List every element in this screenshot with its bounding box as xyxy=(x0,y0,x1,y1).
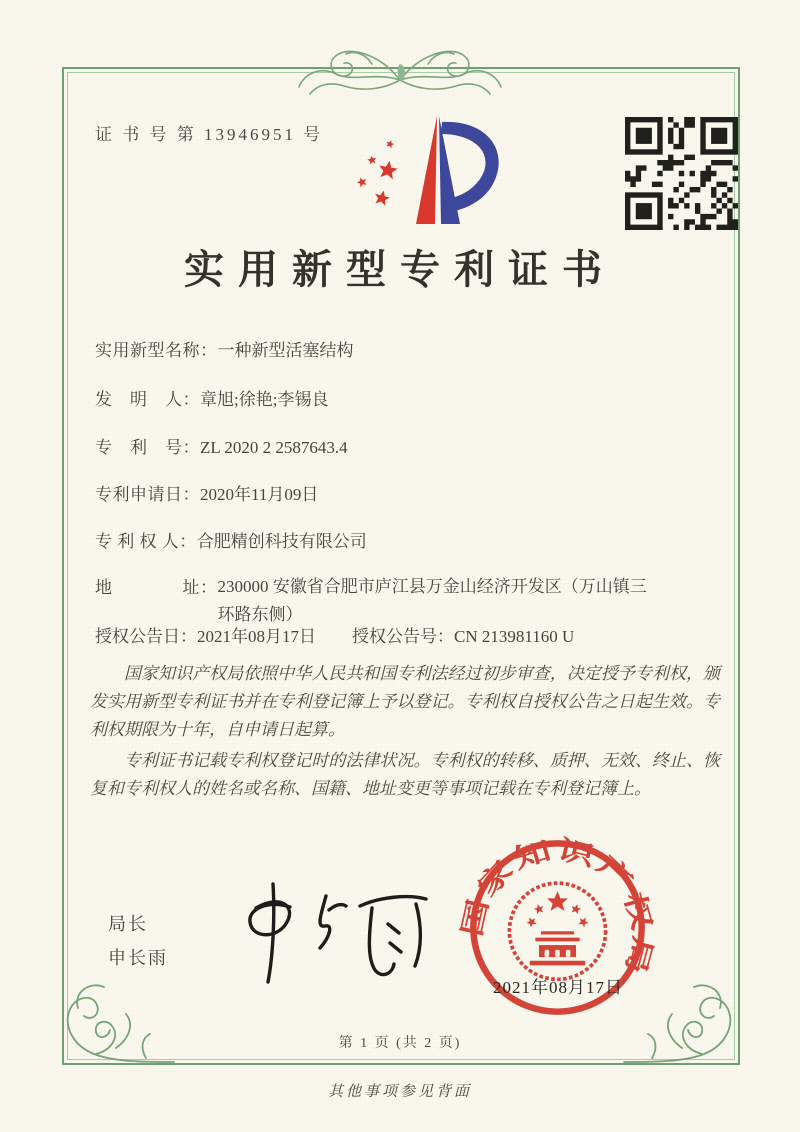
field-row-address xyxy=(95,573,656,629)
field-value: ZL 2020 2 2587643.4 xyxy=(200,438,348,457)
logo-column-left xyxy=(416,116,437,224)
field-row-patent-number xyxy=(95,433,348,458)
field-row-inventors xyxy=(95,385,328,410)
field-row-filing-date xyxy=(95,480,318,505)
grant-date-pair xyxy=(95,622,316,647)
grant-number-label: 授权公告号： xyxy=(352,627,454,646)
logo-stars xyxy=(356,139,399,207)
seal-national-emblem xyxy=(509,883,605,979)
field-label: 专 利 权 人： xyxy=(95,532,197,551)
field-value: 230000 安徽省合肥市庐江县万金山经济开发区（万山镇三环路东侧） xyxy=(217,577,647,625)
grant-number-value: CN 213981160 U xyxy=(454,627,575,646)
legal-paragraph-2: 专利证书记载专利权登记时的法律状况。专利权的转移、质押、无效、终止、恢复和专利权人的姓名或名称、国籍、地址变更等事项记载在专利登记簿上。 xyxy=(90,751,720,799)
field-label: 发 明 人： xyxy=(95,390,200,409)
field-row-utility-model-name xyxy=(95,336,354,361)
director-role-label: 局长 xyxy=(108,914,148,934)
field-label: 专 利 号： xyxy=(95,438,200,457)
director-name-label: 申长雨 xyxy=(108,948,168,968)
grant-number-pair xyxy=(352,622,574,647)
page-number-info: 第 1 页 (共 2 页) xyxy=(338,1036,462,1051)
field-row-patentee xyxy=(95,527,367,552)
legal-paragraph-1: 国家知识产权局依照中华人民共和国专利法经过初步审查，决定授予专利权，颁发实用新型专利证书并在专利登记簿上予以登记。专利权自授权公告之日起生效。专利权期限为十年，自申请日起算。 xyxy=(90,664,720,740)
bottom-left-flourish-ornament xyxy=(56,978,176,1066)
legal-text-block xyxy=(90,660,720,806)
cnipa-logo xyxy=(338,112,510,230)
field-value: 2020年11月09日 xyxy=(200,485,319,504)
certificate-title: 实用新型专利证书 xyxy=(184,247,616,292)
field-label: 实用新型名称： xyxy=(95,341,218,360)
qr-code xyxy=(625,117,738,230)
grant-date-label: 授权公告日： xyxy=(95,627,197,646)
seal-ring-text: 国家知识产权局 xyxy=(456,834,659,969)
field-value: 章旭;徐艳;李锡良 xyxy=(200,390,329,409)
field-label: 地 址： xyxy=(95,578,218,597)
seal-date: 2021年08月17日 xyxy=(493,978,623,997)
grant-date-value: 2021年08月17日 xyxy=(197,627,316,646)
field-value: 一种新型活塞结构 xyxy=(217,341,354,360)
qr-code-graphic xyxy=(625,117,738,230)
field-label: 专利申请日： xyxy=(95,485,200,504)
field-value: 合肥精创科技有限公司 xyxy=(196,532,367,551)
certificate-number: 证 书 号 第 13946951 号 xyxy=(95,125,324,144)
see-back-note: 其他事项参见背面 xyxy=(327,1084,472,1100)
top-flourish-ornament xyxy=(280,34,520,98)
director-signature-handwriting xyxy=(228,876,438,988)
